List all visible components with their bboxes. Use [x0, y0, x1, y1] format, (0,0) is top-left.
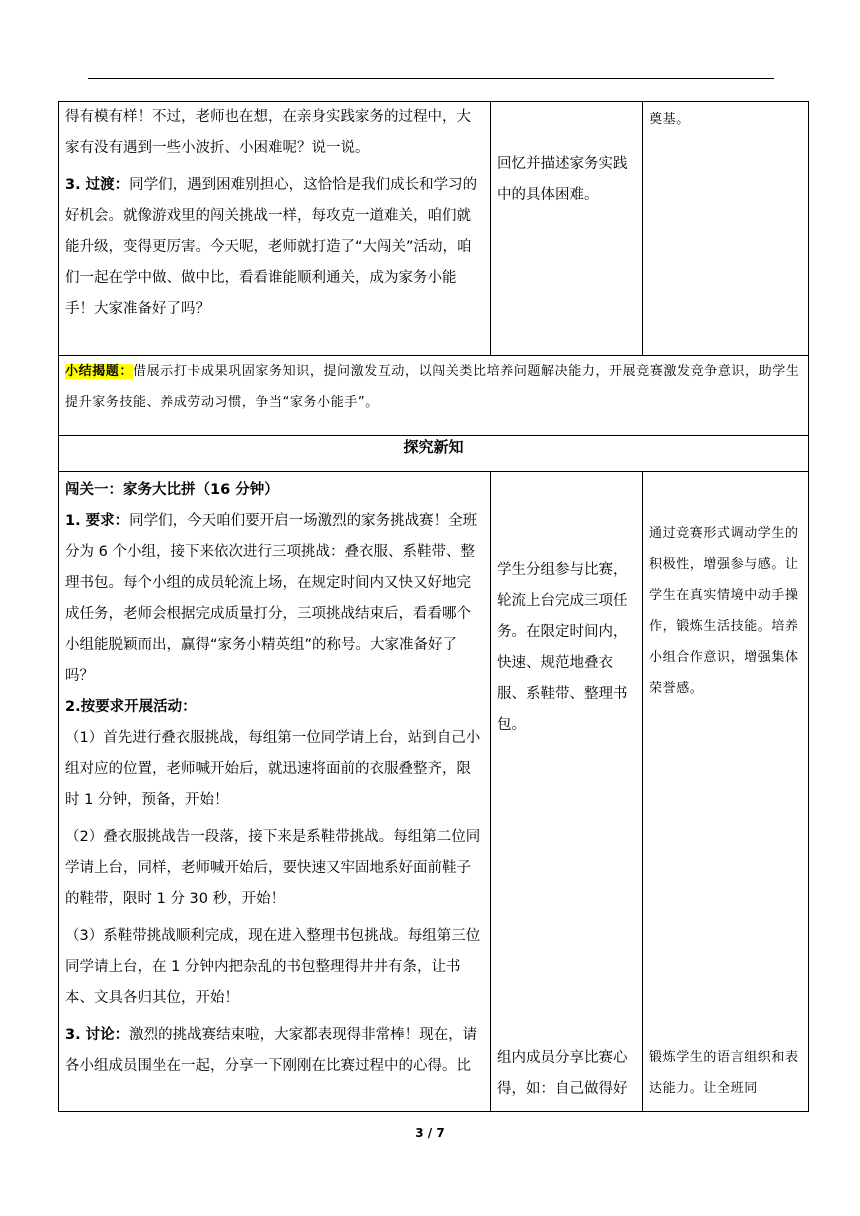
lesson-plan-table: [58, 101, 809, 1112]
summary-cell: [59, 356, 809, 436]
activity-heading: 闯关一：家务大比拼（16 分钟）: [65, 482, 279, 498]
header-rule: [88, 78, 774, 79]
section-title: 探究新知: [59, 436, 809, 472]
step-paragraph: （3）系鞋带挑战顺利完成，现在进入整理书包挑战。每组第三位同学请上台，在 1 分钟内把杂乱的书包整理得井井有条，让书本、文具各归其位，开始！: [65, 928, 481, 1006]
student-text: 组内成员分享比赛心得，如：自己做得好: [497, 1050, 628, 1097]
page-number: 3 / 7: [415, 1126, 445, 1140]
transition-paragraph: [65, 170, 484, 325]
requirement-text: 同学们，今天咱们要开启一场激烈的家务挑战赛！全班分为 6 个小组，接下来依次进行三项挑战：叠衣服、系鞋带、整理书包。每个小组的成员轮流上场，在规定时间内又快又好地完成任务，老师会根据完成质量打分，三项挑战结束后，看看哪个小组能脱颖而出，赢得“家务小精英组”的称号。大家准备好了吗？: [65, 513, 478, 684]
student-text: 回忆并描述家务实践中的具体困难。: [497, 156, 628, 203]
teacher-activity-cell: [59, 102, 491, 356]
summary-text: 借展示打卡成果巩固家务知识，提问激发互动，以闯关类比培养问题解决能力，开展竞赛激发竞争意识，助学生提升家务技能、养成劳动习惯，争当“家务小能手”。: [65, 364, 800, 410]
transition-label: 3. 过渡：: [65, 177, 130, 193]
summary-paragraph: [65, 356, 802, 418]
design-intent-cell: [643, 472, 809, 1112]
section-row: [59, 436, 809, 472]
table-row: [59, 472, 809, 1112]
intent-text: 通过竞赛形式调动学生的积极性，增强参与感。让学生在真实情境中动手操作，锻炼生活技能。培养小组合作意识，增强集体荣誉感。: [649, 526, 799, 696]
activity-label: 2.按要求开展活动：: [65, 699, 197, 715]
design-intent-cell: [643, 102, 809, 356]
step-paragraph: （1）首先进行叠衣服挑战，每组第一位同学请上台，站到自己小组对应的位置，老师喊开始后，就迅速将面前的衣服叠整齐，限时 1 分钟，预备，开始！: [65, 730, 481, 808]
student-text: 学生分组参与比赛，轮流上台完成三项任务。在限定时间内，快速、规范地叠衣服、系鞋带、整理书包。: [497, 562, 628, 733]
teacher-activity-cell: [59, 472, 491, 1112]
summary-label: 小结揭题：: [65, 364, 134, 379]
intent-text: 锻炼学生的语言组织和表达能力。让全班同: [649, 1050, 799, 1096]
discussion-paragraph: [65, 1020, 484, 1082]
teacher-text: 得有模有样！不过，老师也在想，在亲身实践家务的过程中，大家有没有遇到一些小波折、小困难呢？说一说。: [65, 109, 471, 156]
transition-text: 同学们，遇到困难别担心，这恰恰是我们成长和学习的好机会。就像游戏里的闯关挑战一样，每攻克一道难关，咱们就能升级，变得更厉害。今天呢，老师就打造了“大闯关”活动，咱们一起在学中做、做中比，看看谁能顺利通关，成为家务小能手！大家准备好了吗？: [65, 177, 478, 317]
intent-text: 奠基。: [649, 112, 690, 127]
discussion-text: 激烈的挑战赛结束啦，大家都表现得非常棒！现在，请各小组成员围坐在一起，分享一下刚刚在比赛过程中的心得。比: [65, 1027, 478, 1074]
student-activity-cell: [491, 472, 643, 1112]
step-paragraph: （2）叠衣服挑战告一段落，接下来是系鞋带挑战。每组第二位同学请上台，同样，老师喊开始后，要快速又牢固地系好面前鞋子的鞋带，限时 1 分 30 秒，开始！: [65, 829, 481, 907]
student-activity-cell: [491, 102, 643, 356]
requirement-label: 1. 要求：: [65, 513, 130, 529]
summary-row: [59, 356, 809, 436]
requirement-paragraph: [65, 506, 484, 692]
discussion-label: 3. 讨论：: [65, 1027, 130, 1043]
table-row: [59, 102, 809, 356]
